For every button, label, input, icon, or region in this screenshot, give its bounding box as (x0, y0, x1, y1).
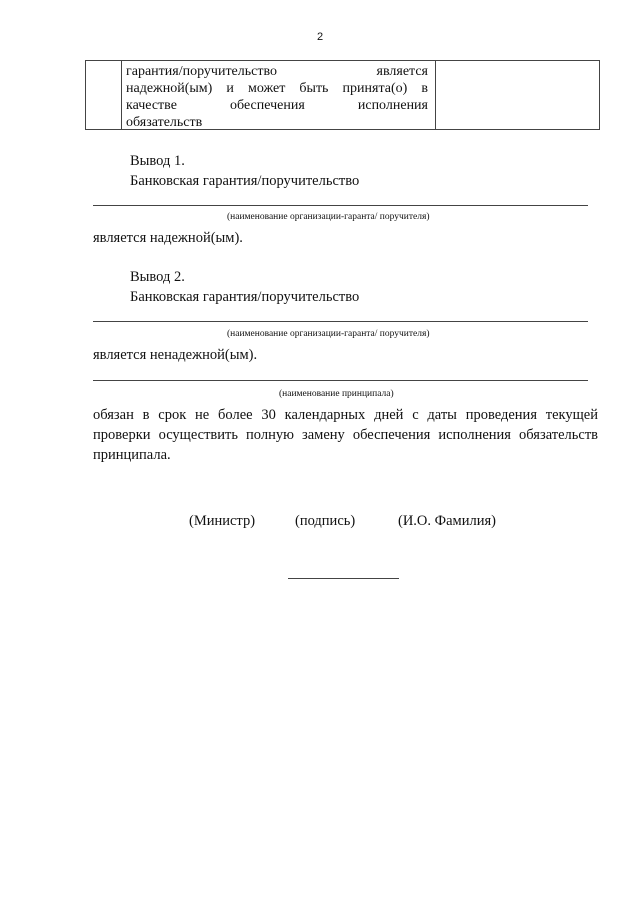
guarantor-caption-2: (наименование организации-гаранта/ поручителя) (227, 329, 430, 339)
criteria-table-fragment (85, 60, 600, 130)
table-cell-line: надежной(ым) и может быть принята(о) в (126, 81, 428, 96)
conclusion-2-title: Вывод 2. (130, 269, 185, 285)
paragraph-line: принципала. (93, 447, 171, 463)
table-column-divider (121, 61, 122, 129)
signature-label: (подпись) (295, 513, 356, 529)
page-number: 2 (316, 31, 324, 43)
paragraph-line: обязан в срок не более 30 календарных дней с даты проведения текущей (93, 407, 598, 423)
conclusion-1-title: Вывод 1. (130, 153, 185, 169)
guarantor-name-line-2 (93, 321, 588, 322)
conclusion-1-subject: Банковская гарантия/поручительство (130, 173, 360, 189)
guarantor-name-line-1 (93, 205, 588, 206)
paragraph-line: проверки осуществить полную замену обеспечения исполнения обязательств (93, 427, 598, 443)
obligation-paragraph (93, 405, 598, 465)
table-column-divider (435, 61, 436, 129)
end-separator-line (288, 578, 399, 579)
conclusion-2-subject: Банковская гарантия/поручительство (130, 289, 360, 305)
conclusion-2-result: является ненадежной(ым). (93, 347, 258, 363)
table-cell-line: обязательств (126, 115, 203, 130)
table-cell-text (126, 63, 428, 131)
minister-label: (Министр) (189, 513, 256, 529)
table-cell-line: гарантия/поручительство является (126, 64, 428, 79)
principal-caption: (наименование принципала) (279, 389, 394, 399)
table-cell-line: качестве обеспечения исполнения (126, 98, 428, 113)
guarantor-caption-1: (наименование организации-гаранта/ поручителя) (227, 212, 430, 222)
principal-name-line (93, 380, 588, 381)
conclusion-1-result: является надежной(ым). (93, 230, 243, 246)
full-name-label: (И.О. Фамилия) (398, 513, 496, 529)
